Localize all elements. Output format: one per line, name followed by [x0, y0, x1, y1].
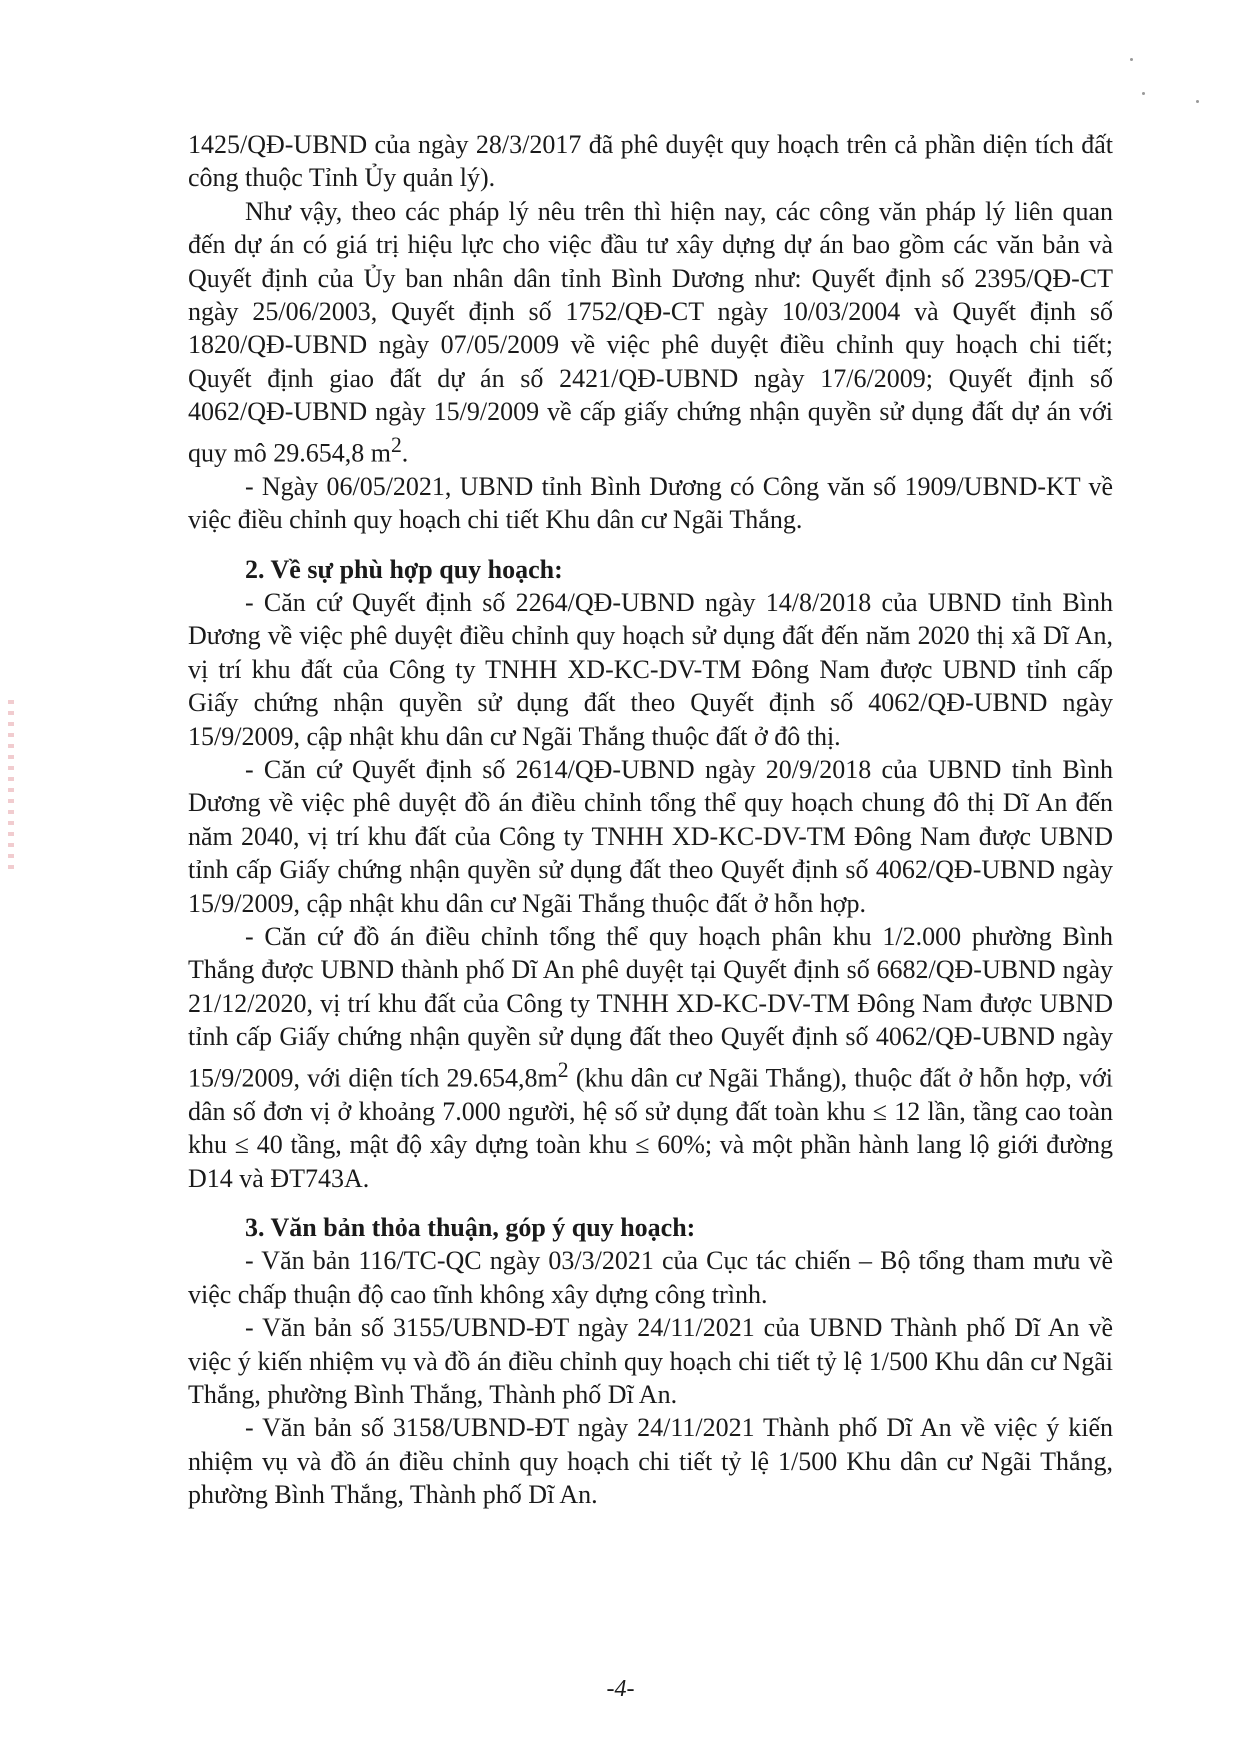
paragraph-tail: (khu dân cư Ngãi Thắng), thuộc đất ở hỗn hợp, với dân số đơn vị ở khoảng 7.000 người, hệ số sử dụng đất toàn khu ≤ 12 lần, tầng cao toàn khu ≤ 40 tầng, mật độ xây dựng toàn khu ≤ 60%; và một phần hành lang lộ giới đường D14 và ĐT743A.	[188, 1063, 1113, 1193]
scan-dot	[1130, 58, 1133, 61]
paragraph-7	[188, 1244, 1113, 1311]
scan-dot	[1196, 100, 1199, 103]
document-body	[188, 128, 1113, 1512]
scan-margin-mark	[8, 700, 14, 870]
section-heading-3: 3. Văn bản thỏa thuận, góp ý quy hoạch:	[245, 1212, 696, 1242]
paragraph-text: - Văn bản số 3158/UBND-ĐT ngày 24/11/2021 Thành phố Dĩ An về việc ý kiến nhiệm vụ và đồ án điều chỉnh quy hoạch chi tiết tỷ lệ 1/500 Khu dân cư Ngãi Thắng, phường Bình Thắng, Thành phố Dĩ An.	[188, 1413, 1113, 1510]
paragraph-text: - Căn cứ đồ án điều chỉnh tổng thể quy hoạch phân khu 1/2.000 phường Bình Thắng được UBND thành phố Dĩ An phê duyệt tại Quyết định số 6682/QĐ-UBND ngày 21/12/2020, vị trí khu đất của Công ty TNHH XD-KC-DV-TM Đông Nam được UBND tỉnh cấp Giấy chứng nhận quyền sử dụng đất theo Quyết định số 4062/QĐ-UBND ngày 15/9/2009, với diện tích 29.654,8m	[188, 922, 1113, 1093]
paragraph-text: - Văn bản 116/TC-QC ngày 03/3/2021 của Cục tác chiến – Bộ tổng tham mưu về việc chấp thuận độ cao tĩnh không xây dựng công trình.	[188, 1246, 1113, 1309]
superscript: 2	[557, 1057, 569, 1082]
paragraph-text: - Ngày 06/05/2021, UBND tỉnh Bình Dương có Công văn số 1909/UBND-KT về việc điều chỉnh quy hoạch chi tiết Khu dân cư Ngãi Thắng.	[188, 471, 1113, 535]
paragraph-text: - Căn cứ Quyết định số 2614/QĐ-UBND ngày 20/9/2018 của UBND tỉnh Bình Dương về việc phê duyệt đồ án điều chỉnh tổng thể quy hoạch chung đô thị Dĩ An đến năm 2040, vị trí khu đất của Công ty TNHH XD-KC-DV-TM Đông Nam được UBND tỉnh cấp Giấy chứng nhận quyền sử dụng đất theo Quyết định số 4062/QĐ-UBND ngày 15/9/2009, cập nhật khu dân cư Ngãi Thắng thuộc đất ở hỗn hợp.	[188, 754, 1113, 918]
paragraph-9	[188, 1411, 1113, 1511]
paragraph-tail: .	[401, 438, 409, 468]
paragraph-6	[188, 920, 1113, 1195]
superscript: 2	[390, 432, 402, 457]
paragraph-8	[188, 1311, 1113, 1411]
paragraph-text: Như vậy, theo các pháp lý nêu trên thì hiện nay, các công văn pháp lý liên quan đến dự án có giá trị hiệu lực cho việc đầu tư xây dựng dự án bao gồm các văn bản và Quyết định của Ủy ban nhân dân tỉnh Bình Dương như: Quyết định số 2395/QĐ-CT ngày 25/06/2003, Quyết định số 1752/QĐ-CT ngày 10/03/2004 và Quyết định số 1820/QĐ-UBND ngày 07/05/2009 về việc phê duyệt điều chỉnh quy hoạch chi tiết; Quyết định giao đất dự án số 2421/QĐ-UBND ngày 17/6/2009; Quyết định số 4062/QĐ-UBND ngày 15/9/2009 về cấp giấy chứng nhận quyền sử dụng đất dự án với quy mô 29.654,8 m	[188, 196, 1113, 468]
page-number: -4-	[606, 1676, 635, 1702]
scan-dot	[1142, 92, 1145, 95]
paragraph-4	[188, 586, 1113, 753]
paragraph-3	[188, 470, 1113, 537]
paragraph-text: - Văn bản số 3155/UBND-ĐT ngày 24/11/2021 của UBND Thành phố Dĩ An về việc ý kiến nhiệm vụ và đồ án điều chỉnh quy hoạch chi tiết tỷ lệ 1/500 Khu dân cư Ngãi Thắng, phường Bình Thắng, Thành phố Dĩ An.	[188, 1313, 1113, 1409]
paragraph-text: - Căn cứ Quyết định số 2264/QĐ-UBND ngày 14/8/2018 của UBND tỉnh Bình Dương về việc phê duyệt điều chỉnh quy hoạch sử dụng đất đến năm 2020 thị xã Dĩ An, vị trí khu đất của Công ty TNHH XD-KC-DV-TM Đông Nam được UBND tỉnh cấp Giấy chứng nhận quyền sử dụng đất theo Quyết định số 4062/QĐ-UBND ngày 15/9/2009, cập nhật khu dân cư Ngãi Thắng thuộc đất ở đô thị.	[188, 587, 1113, 751]
paragraph-1	[188, 128, 1113, 195]
section-heading-2: 2. Về sự phù hợp quy hoạch:	[245, 554, 563, 584]
paragraph-5	[188, 753, 1113, 920]
paragraph-2	[188, 195, 1113, 470]
paragraph-text: 1425/QĐ-UBND của ngày 28/3/2017 đã phê duyệt quy hoạch trên cả phần diện tích đất công thuộc Tỉnh Ủy quản lý).	[188, 130, 1113, 193]
